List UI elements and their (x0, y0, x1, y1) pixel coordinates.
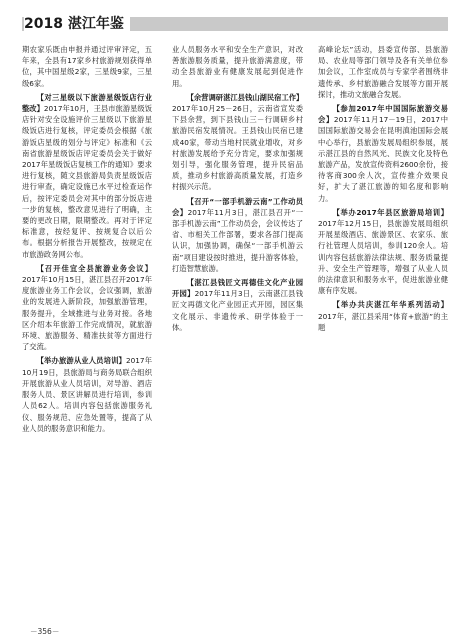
article-body: 2017年11月3日，湛江县召开“一部手机游云南”工作动员会，会议传达了省、市相关工作部署，要求各部门提高认识，加强协调，确保“一部手机游云南”项目建设按时推进，提升游客体验，打造智慧旅游。 (172, 207, 303, 273)
article-title: 【参加2017年中国国际旅游交易会】 (318, 104, 448, 125)
column-1 (22, 44, 152, 614)
article-body: 2017年10月19日，县旅游局与商务局联合组织开展旅游从业人员培训，对导游、酒店服务人员、景区讲解员进行培训，参训人员62人。培训内容包括旅游服务礼仪、服务规范、应急处置等，提高了从业人员的服务意识和能力。 (22, 356, 152, 433)
article-title: 【举办2017年县区旅游局培训】 (332, 207, 448, 217)
article-title: 【湛江县钱匠文再德佳文化产业园开园】 (172, 278, 303, 299)
article-body: 2017年11月3日，云南湛江县钱匠文再德文化产业园正式开园，园区集文化展示、非遗传承、研学体验于一体。 (172, 289, 303, 332)
article-title: 【召开佳宜全县旅游业务会议】 (36, 263, 152, 273)
article-body: 2017年10月25－26日，云南省宣发委下县余营，到下县钱山三－行调研乡村旅游民宿发展情况。王县钱山民宿已建成40家，带动当地村民就业增收，对乡村旅游发展给予充分肯定，要求加强规划引导，强化服务管理，提升民宿品质，推动乡村旅游高质量发展，打造乡村振兴示范。 (172, 104, 303, 192)
article-body: 2017年10月，王县市旅游星级饭店针对安全设施评价三星级以下旅游星级饭店进行复核，评定委员会根据《旅游饭店星级的划分与评定》标准和《云南省旅游星级饭店评定委员会关于做好2017年星级饭店复核工作的通知》要求进行复核，随文县旅游局负责星级饭店进行审查，确定设施已水平过检查运作后，按评定委员会对其中的部分饭店进一步的复核，整改意见进行了明确，主要的更改日期，限期整改。再对于评定标准意，按经复评、按规复合以后公布。根据分析报告开展整改，按规定在市旅游政务网公布。 (22, 104, 152, 259)
article-item (318, 207, 448, 297)
column-3 (318, 44, 448, 614)
article-item (172, 277, 303, 333)
running-title: 2018 湛江年鉴 (24, 14, 130, 34)
article-title: 【举办旅游从业人员培训】 (36, 356, 126, 366)
page-header (0, 14, 468, 34)
article-item (172, 196, 303, 274)
article-body: 2017年11月17－19日，2017中国国际旅游交易会在昆明滇池国际会展中心举行，县旅游发展局组织参展，展示湛江县的自然风光、民族文化及特色旅游产品，发放宣传资料2600余份，接待客商300余人次，宣传推介效果良好，扩大了湛江旅游的知名度和影响力。 (318, 115, 448, 203)
article-item (318, 103, 448, 204)
article-title: 【举办共庆湛江年华系列活动】 (332, 300, 448, 310)
article-item (22, 263, 152, 353)
column-3-lead: 高峰论坛”活动，县委宣传部、县旅游局、农业局等部门领导及各有关单位参加会议，工作室成员与专家学者围绕非遗传承、乡村旅游融合发展等方面开展探讨，推动文旅融合发展。 (318, 45, 448, 99)
column-1-intro: 期农家乐既由申报并通过评审评定，五年来，全县有17家乡村旅游规划获得单位，其中国星级2家，三星级9家，三星级6家。 (22, 45, 152, 88)
article-title: 【召开“一部手机游云南”工作动员会】 (172, 196, 303, 217)
article-item (318, 299, 448, 333)
column-2-lead: 业人员服务水平和安全生产意识，对改善旅游服务质量，提升旅游满意度，带动全县旅游业有健康发展起到促进作用。 (172, 45, 303, 88)
article-title: 【对三星级以下旅游星级饭店行业整改】 (22, 92, 152, 114)
column-2 (172, 44, 303, 614)
article-body: 2017年，湛江县采用“体育+旅游”的主题 (318, 311, 448, 332)
article-body: 2017年10月15日，湛江县召开2017年度旅游业务工作会议，会议强调，旅游业的发展进入新阶段，加强旅游管理，服务提升，全域推进与业务对接。各地区介绍本年旅游工作完成情况，就旅游环境、旅游服务、精准扶贫等方面进行了交流。 (22, 275, 152, 352)
article-body: 2017年12月15日，县旅游发展局组织开展星级酒店、旅游景区、农家乐、旅行社管理人员培训，参训120余人。培训内容包括旅游法律法规、服务质量提升、安全生产管理等，增强了从业人员的法律意识和服务水平，促进旅游业健康有序发展。 (318, 219, 448, 296)
article-title: 【余营调研湛江县钱山湖民宿工作】 (186, 92, 303, 102)
page-number: －356－ (30, 627, 60, 636)
article-item (22, 355, 152, 433)
article-item (22, 92, 152, 260)
article-item (172, 92, 303, 193)
